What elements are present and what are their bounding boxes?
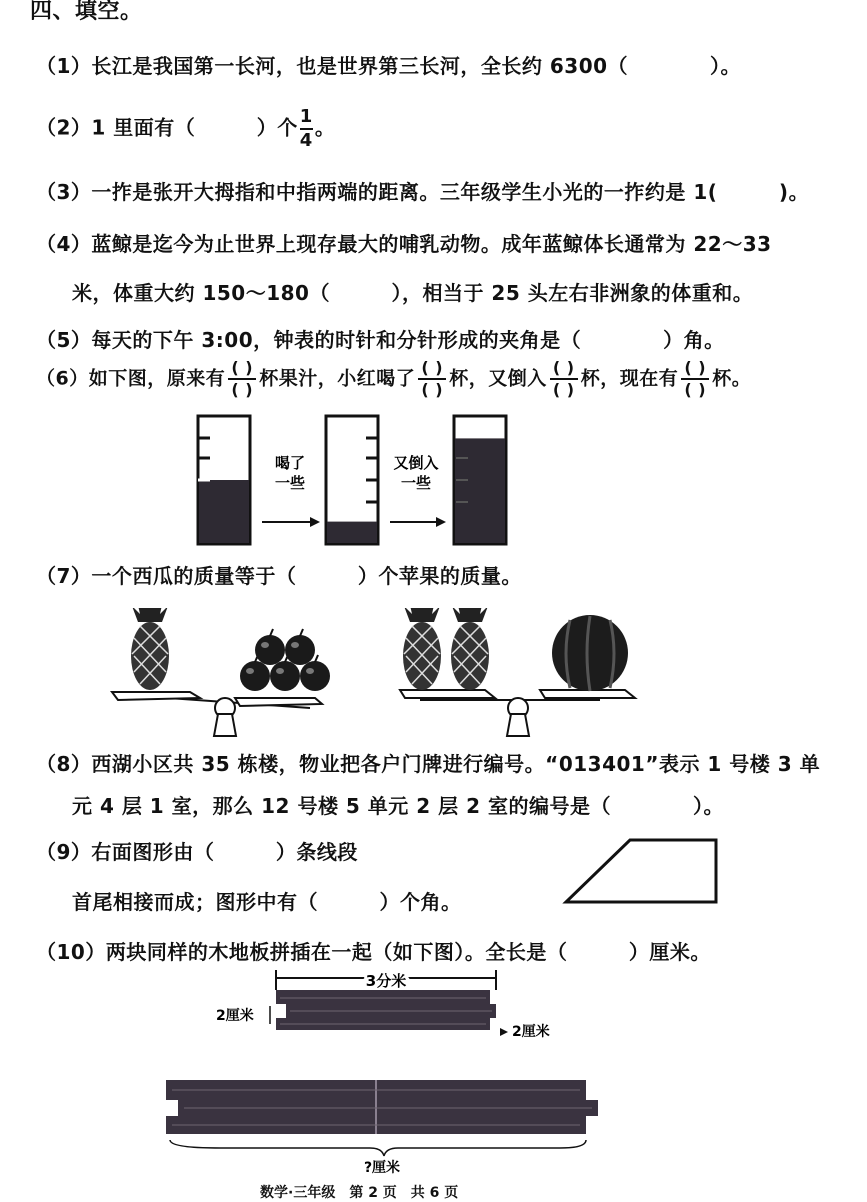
pan-left: [112, 692, 200, 700]
blank-num: ( ): [421, 358, 444, 377]
label-poured-2: 一些: [400, 474, 432, 492]
apple-icon: [285, 629, 315, 665]
cup-after-pouring: [454, 416, 506, 544]
pan-right: [540, 690, 635, 698]
page-footer: 数学·三年级 第 2 页 共 6 页: [260, 1185, 459, 1201]
pineapple-icon: [131, 608, 169, 690]
question-5: （5）每天的下午 3:00，钟表的时针和分针形成的夹角是（ ）角。: [36, 328, 725, 352]
section-title: 四、填空。: [30, 0, 143, 24]
balance-scale-left: [112, 608, 330, 736]
question-9-line-1: （9）右面图形由（ ）条线段: [36, 840, 358, 864]
label-drank-2: 一些: [274, 474, 306, 492]
question-4-line-2: 米，体重大约 150～180（ ），相当于 25 头左右非洲象的体重和。: [72, 281, 754, 305]
question-6: [36, 360, 751, 398]
balance-scale-right: [400, 608, 635, 736]
blank-num: ( ): [684, 358, 707, 377]
question-3: （3）一拃是张开大拇指和中指两端的距离。三年级学生小光的一拃约是 1( )。: [36, 180, 810, 204]
blank-den: ( ): [552, 380, 575, 399]
blank-fraction-4: [681, 360, 709, 398]
question-6-part-3: 杯，又倒入: [449, 367, 547, 390]
pan-right: [235, 698, 322, 706]
question-10: （10）两块同样的木地板拼插在一起（如下图）。全长是（ ）厘米。: [36, 940, 711, 964]
arrow-drank: [262, 517, 320, 527]
fraction-denominator: 4: [299, 130, 313, 151]
question-8-line-2: 元 4 层 1 室，那么 12 号楼 5 单元 2 层 2 室的编号是（ ）。: [72, 794, 724, 818]
watermelon-icon: [552, 615, 628, 691]
question-2-text: （2）1 里面有（ ）个: [36, 115, 298, 140]
fraction-numerator: 1: [299, 106, 313, 127]
apple-icon: [255, 629, 285, 665]
question-1: （1）长江是我国第一长河，也是世界第三长河，全长约 6300（ ）。: [36, 54, 742, 78]
blank-num: ( ): [552, 358, 575, 377]
blank-den: ( ): [421, 380, 444, 399]
label-board-length: 3分米: [365, 972, 407, 990]
fraction-quarter: [300, 108, 313, 150]
label-drank-1: 喝了: [274, 454, 306, 472]
question-9-line-2: 首尾相接而成；图形中有（ ）个角。: [72, 890, 462, 914]
pan-left: [400, 690, 495, 698]
question-2-end: 。: [314, 115, 336, 140]
wood-boards-joined: [166, 1080, 598, 1134]
question-6-part-5: 杯。: [712, 367, 752, 390]
question-8-line-1: （8）西湖小区共 35 栋楼，物业把各户门牌进行编号。“013401”表示 1 号楼 3 单: [36, 752, 821, 776]
blank-fraction-3: [550, 360, 578, 398]
wood-board-top: [276, 990, 496, 1030]
pineapple-icon: [451, 608, 489, 690]
blank-fraction-2: [418, 360, 446, 398]
blank-den: ( ): [684, 380, 707, 399]
label-right-tab: 2厘米: [512, 1024, 550, 1040]
question-2: [36, 108, 335, 150]
cup-original: [198, 416, 250, 544]
question-7: （7）一个西瓜的质量等于（ ）个苹果的质量。: [36, 564, 522, 588]
question-4-line-1: （4）蓝鲸是迄今为止世界上现存最大的哺乳动物。成年蓝鲸体长通常为 22～33: [36, 232, 772, 256]
pineapple-icon: [403, 608, 441, 690]
blank-den: ( ): [231, 380, 254, 399]
juice-cups-figure: [180, 410, 520, 550]
question-6-part-1: （6）如下图，原来有: [36, 367, 226, 390]
cup-after-drinking: [326, 416, 378, 544]
question-6-part-2: 杯果汁，小红喝了: [259, 367, 416, 390]
label-poured-1: 又倒入: [393, 454, 439, 472]
joined-boards-figure: [160, 1074, 610, 1184]
arrow-poured: [390, 517, 446, 527]
label-total-length: ?厘米: [363, 1160, 401, 1176]
blank-num: ( ): [231, 358, 254, 377]
blank-fraction-1: [228, 360, 256, 398]
question-6-part-4: 杯，现在有: [580, 367, 679, 390]
balance-scales-figure: [100, 608, 660, 743]
label-left-tab: 2厘米: [216, 1008, 254, 1024]
single-board-figure: [210, 968, 580, 1048]
trapezoid-figure: [560, 836, 740, 906]
